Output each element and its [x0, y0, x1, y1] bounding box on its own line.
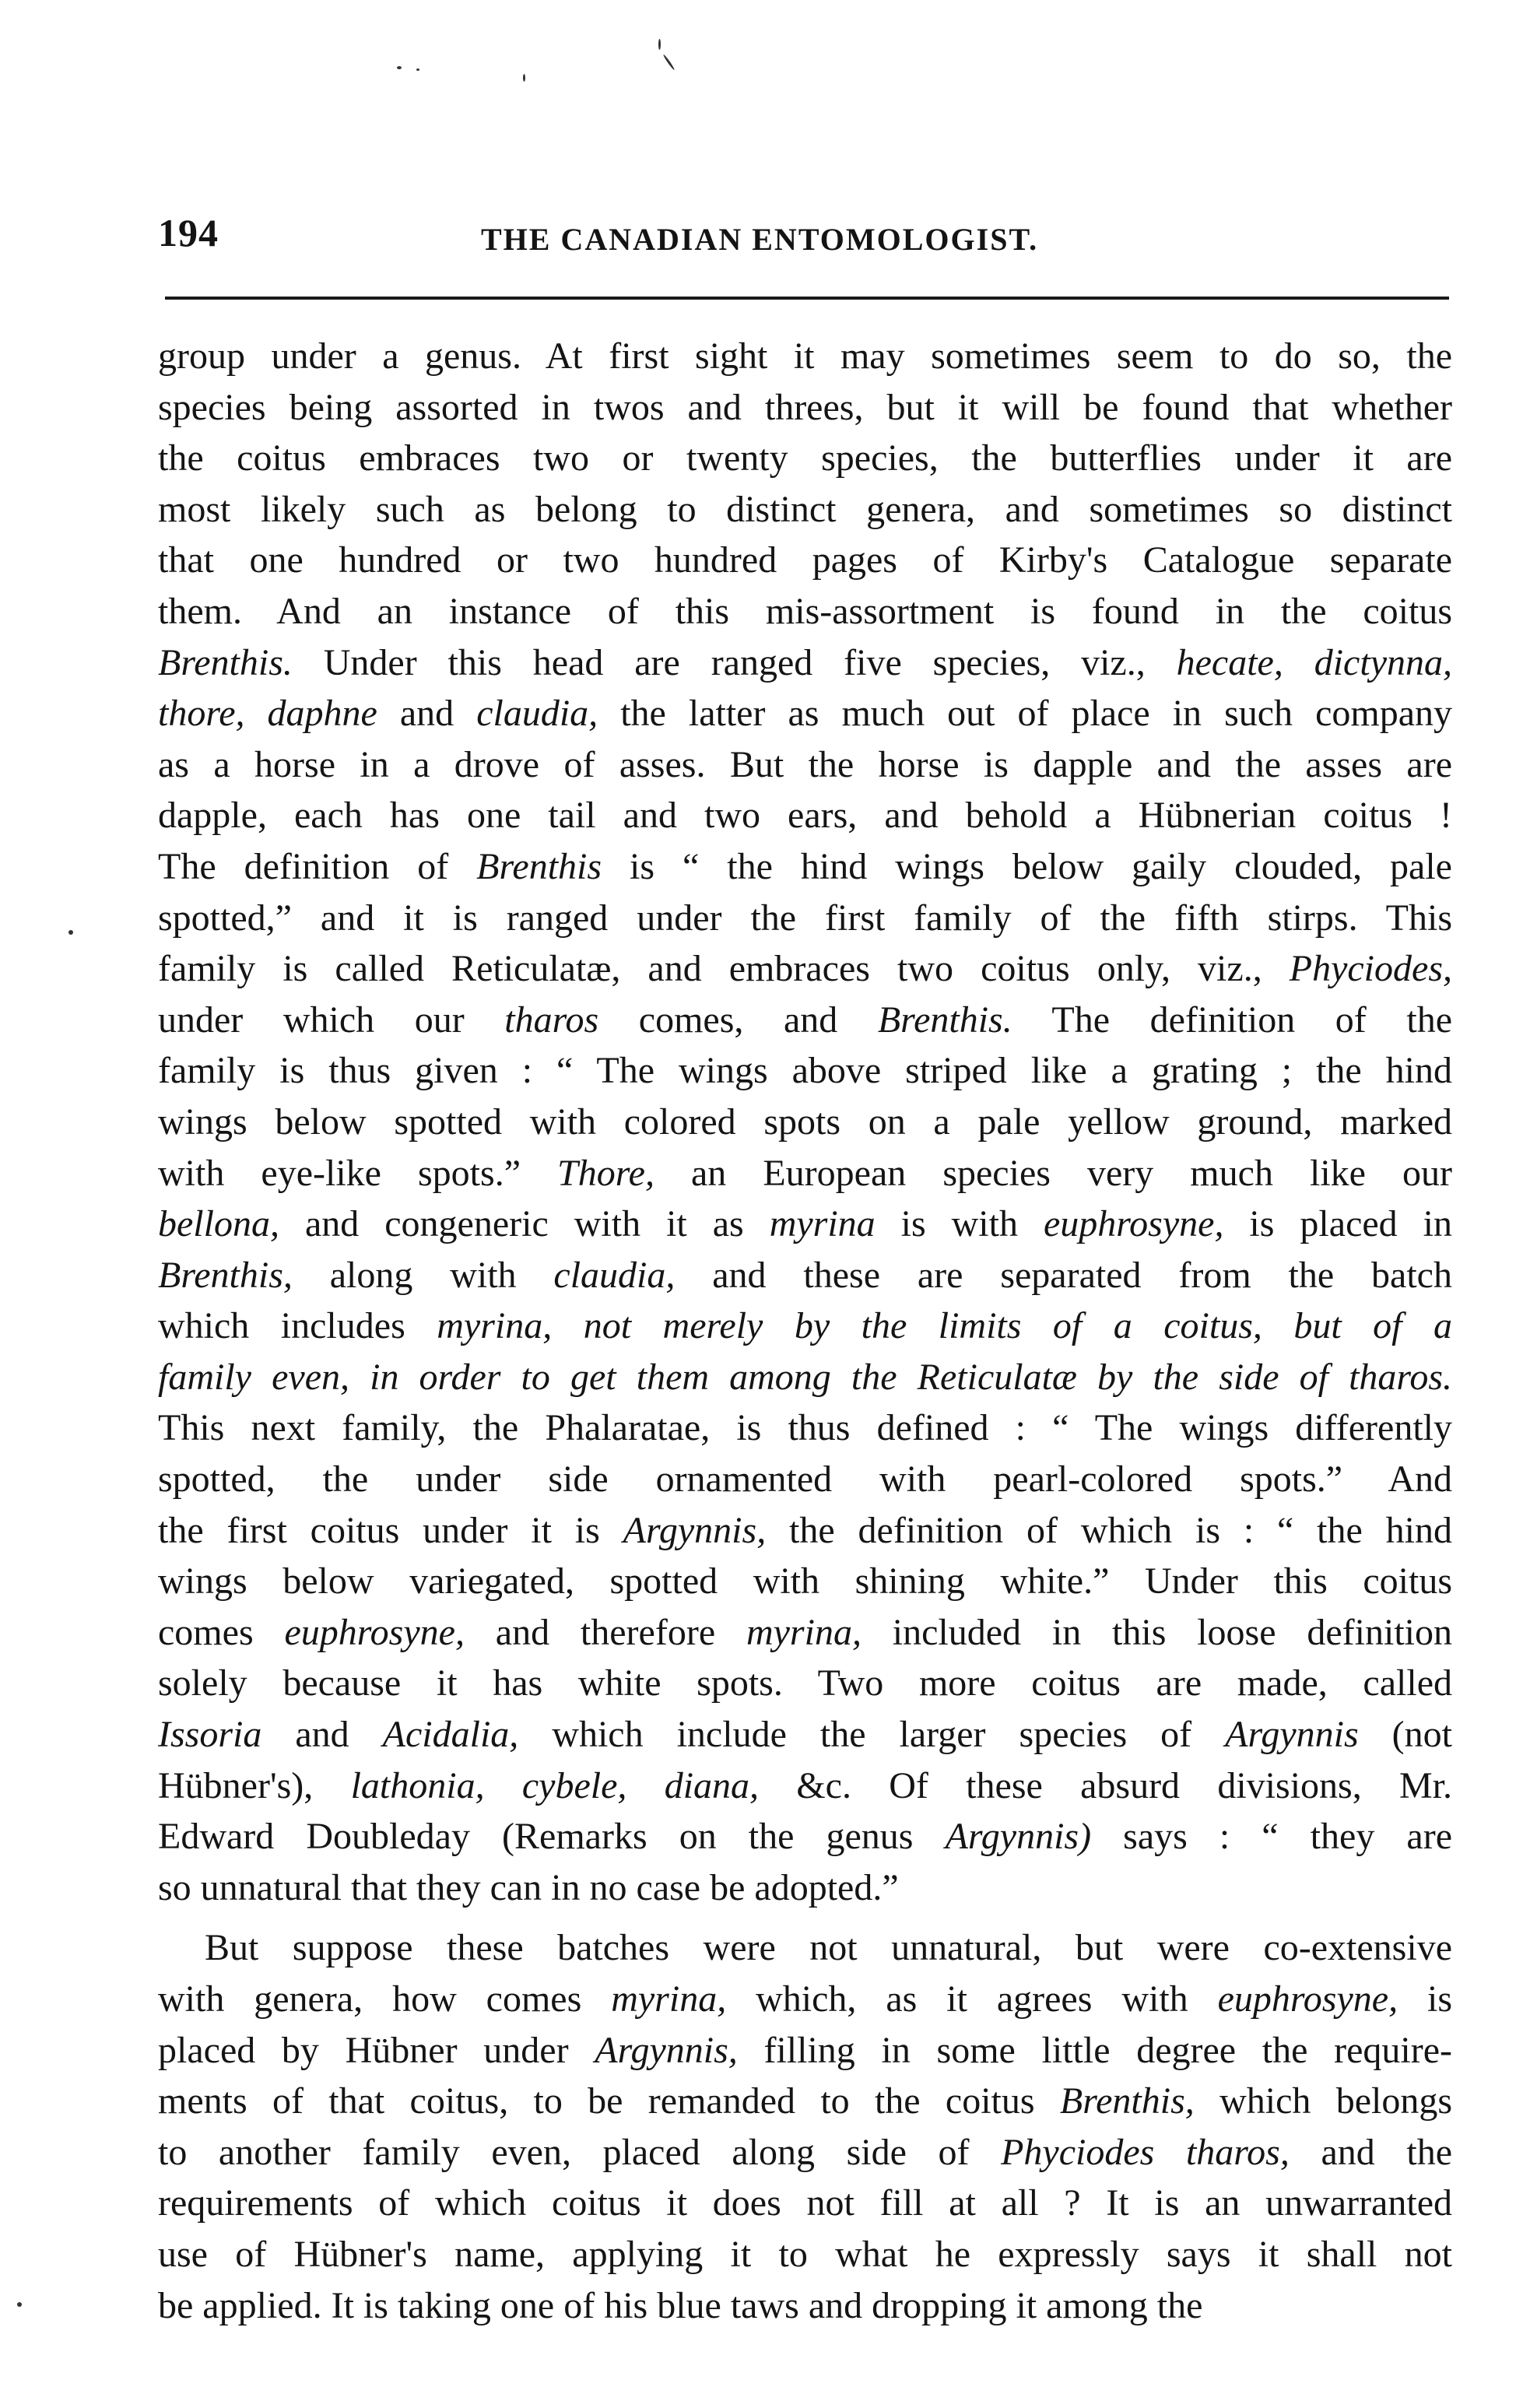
text-line [158, 1811, 1452, 1862]
text-run: species being assorted in twos and threes, but it will be found that whether [158, 386, 1452, 428]
text-run: the latter as much out of place in such company [598, 693, 1452, 735]
text-run: and therefore [464, 1611, 746, 1653]
text-line [158, 1045, 1452, 1097]
text-line [158, 2127, 1452, 2178]
text-run: says : “ they are [1091, 1816, 1452, 1858]
text-run: dapple, each has one tail and two ears, and behold a Hübnerian coitus ! [158, 795, 1452, 837]
italic-text: bellona, [158, 1203, 279, 1245]
text-run: is [1398, 1978, 1452, 2020]
italic-text: Argynnis) [945, 1816, 1092, 1858]
text-run: comes [158, 1611, 285, 1653]
text-run: that one hundred or two hundred pages of Kirby's Catalogue separate [158, 539, 1452, 581]
text-run: requirements of which coitus it does not fill at all ? It is an unwarranted [158, 2182, 1452, 2224]
text-line [158, 1607, 1452, 1659]
italic-text: claudia, [476, 693, 598, 735]
text-run: which belongs [1194, 2080, 1452, 2122]
scan-speck [17, 2302, 22, 2307]
text-run: which include the larger species of [518, 1714, 1226, 1756]
italic-text: Phyciodes tharos, [1001, 2131, 1290, 2173]
scan-speck [658, 39, 661, 50]
italic-text: Brenthis. [158, 641, 293, 683]
text-run: and [261, 1714, 383, 1756]
italic-text: euphrosyne, [284, 1611, 465, 1653]
italic-text: thore, daphne [158, 693, 377, 735]
text-line [158, 995, 1452, 1046]
text-line [158, 1250, 1452, 1301]
text-run: be applied. It is taking one of his blue taws and dropping it among the [158, 2284, 1203, 2326]
text-run: and congeneric with it as [279, 1203, 770, 1245]
italic-text: Acidalia, [382, 1714, 519, 1756]
text-run: which includes [158, 1305, 437, 1347]
text-line [158, 1862, 1452, 1914]
text-run: and these are separated from the batch [675, 1254, 1452, 1296]
italic-text: claudia, [553, 1254, 676, 1296]
text-run: family is thus given : “ The wings above striped like a grating ; the hind [158, 1050, 1452, 1092]
text-run: solely because it has white spots. Two more coitus are made, called [158, 1662, 1452, 1704]
text-run: (not [1358, 1714, 1452, 1756]
text-run: to another family even, placed along side of [158, 2131, 1002, 2173]
text-run: But suppose these batches were not unnatural, but were co-extensive [205, 1927, 1452, 1969]
text-line [158, 1199, 1452, 1250]
text-run: most likely such as belong to distinct genera, and sometimes so distinct [158, 488, 1452, 530]
text-line [158, 1402, 1452, 1454]
text-run: is placed in [1223, 1203, 1452, 1245]
italic-text: Argynnis, [595, 2029, 738, 2071]
text-line [158, 535, 1452, 586]
text-line [158, 331, 1452, 382]
italic-text: myrina, [746, 1611, 862, 1653]
text-run: This next family, the Phalaratae, is thus defined : “ The wings differently [158, 1407, 1452, 1449]
text-line [158, 382, 1452, 434]
text-run: under which our [158, 999, 505, 1041]
italic-text: Brenthis, [1059, 2080, 1195, 2122]
text-run: The definition of [158, 845, 477, 887]
text-line [158, 1658, 1452, 1709]
text-run: wings below variegated, spotted with shining white.” Under this coitus [158, 1560, 1452, 1602]
text-line [158, 893, 1452, 944]
text-line [158, 943, 1452, 995]
text-line [158, 1352, 1452, 1403]
text-run: filling in some little degree the require- [737, 2029, 1452, 2071]
text-line [158, 790, 1452, 841]
text-line [158, 1505, 1452, 1557]
italic-text: family even, in order to get them among the Reticulatæ by the side of tharos. [158, 1356, 1452, 1398]
text-run: and [377, 693, 477, 735]
text-line [158, 1097, 1452, 1148]
text-run: ments of that coitus, to be remanded to the coitus [158, 2080, 1060, 2122]
text-line [158, 841, 1452, 893]
text-run: comes, and [598, 999, 878, 1041]
text-run: them. And an instance of this mis-assortment is found in the coitus [158, 590, 1452, 632]
text-run: group under a genus. At first sight it may sometimes seem to do so, the [158, 335, 1452, 377]
text-run: with eye-like spots.” [158, 1152, 558, 1194]
text-line [158, 1760, 1452, 1812]
italic-text: Argynnis [1225, 1714, 1359, 1756]
page-header [158, 210, 1444, 272]
italic-text: Phyciodes, [1289, 948, 1452, 990]
text-line [158, 1974, 1452, 2025]
text-line [158, 2025, 1452, 2076]
text-line [158, 2076, 1452, 2127]
text-run: &c. Of these absurd divisions, Mr. [759, 1764, 1452, 1806]
text-run: the definition of which is : “ the hind [766, 1509, 1452, 1551]
body-text [158, 331, 1452, 2331]
text-line [158, 2178, 1452, 2229]
text-line [158, 1148, 1452, 1199]
text-line [158, 739, 1452, 791]
text-run: an European species very much like our [654, 1152, 1452, 1194]
text-line [158, 2280, 1452, 2332]
text-run: placed by Hübner under [158, 2029, 595, 2071]
text-line [158, 586, 1452, 637]
page-number: 194 [158, 211, 219, 254]
text-run: spotted, the under side ornamented with pearl-colored spots.” And [158, 1458, 1452, 1501]
text-line [158, 2229, 1452, 2280]
italic-text: Brenthis, [158, 1254, 293, 1296]
italic-text: myrina, not merely by the limits of a coitus, but of a [437, 1305, 1452, 1347]
text-line [158, 637, 1452, 689]
italic-text: myrina, [611, 1978, 727, 2020]
text-run: Under this head are ranged five species, viz., [292, 641, 1177, 683]
text-run: and the [1289, 2131, 1452, 2173]
text-run: which, as it agrees with [726, 1978, 1218, 2020]
scan-speck [523, 74, 525, 82]
text-run: so unnatural that they can in no case be adopted.” [158, 1866, 899, 1908]
text-run: wings below spotted with colored spots on a pale yellow ground, marked [158, 1100, 1452, 1143]
italic-text: Thore, [557, 1152, 654, 1194]
text-line [158, 1301, 1452, 1352]
text-line [158, 1709, 1452, 1760]
text-run: is “ the hind wings below gaily clouded, pale [602, 845, 1452, 887]
text-run: family is called Reticulatæ, and embraces two coitus only, viz., [158, 948, 1290, 990]
running-title: THE CANADIAN ENTOMOLOGIST. [481, 222, 1039, 257]
italic-text: euphrosyne, [1043, 1203, 1224, 1245]
text-line [158, 688, 1452, 739]
text-run: spotted,” and it is ranged under the first family of the fifth stirps. This [158, 897, 1452, 939]
text-run: the first coitus under it is [158, 1509, 623, 1551]
paragraph-gap [158, 1913, 1452, 1922]
scan-speck [397, 66, 402, 69]
text-run: included in this loose definition [861, 1611, 1452, 1653]
text-line [158, 484, 1452, 535]
italic-text: hecate, dictynna, [1176, 641, 1452, 683]
text-run: the coitus embraces two or twenty species, the butterflies under it are [158, 437, 1452, 479]
italic-text: Brenthis. [877, 999, 1012, 1041]
text-line [158, 433, 1452, 484]
text-run: along with [292, 1254, 554, 1296]
italic-text: euphrosyne, [1217, 1978, 1398, 2020]
text-run: use of Hübner's name, applying it to what he expressly says it shall not [158, 2233, 1452, 2275]
italic-text: myrina [769, 1203, 876, 1245]
header-rule [165, 297, 1449, 300]
italic-text: Brenthis [476, 845, 602, 887]
text-run: is with [875, 1203, 1044, 1245]
text-run: with genera, how comes [158, 1978, 612, 2020]
text-line [158, 1922, 1452, 1974]
italic-text: tharos [504, 999, 599, 1041]
scan-speck [68, 930, 73, 935]
italic-text: Argynnis, [623, 1509, 767, 1551]
text-line [158, 1556, 1452, 1607]
text-run: The definition of the [1012, 999, 1452, 1041]
text-run: Edward Doubleday (Remarks on the genus [158, 1816, 946, 1858]
italic-text: lathonia, cybele, diana, [350, 1764, 760, 1806]
scan-speck [662, 54, 675, 70]
scan-speck [416, 68, 419, 71]
italic-text: Issoria [158, 1714, 262, 1756]
text-run: Hübner's), [158, 1764, 351, 1806]
text-line [158, 1454, 1452, 1505]
text-run: as a horse in a drove of asses. But the horse is dapple and the asses are [158, 743, 1452, 785]
